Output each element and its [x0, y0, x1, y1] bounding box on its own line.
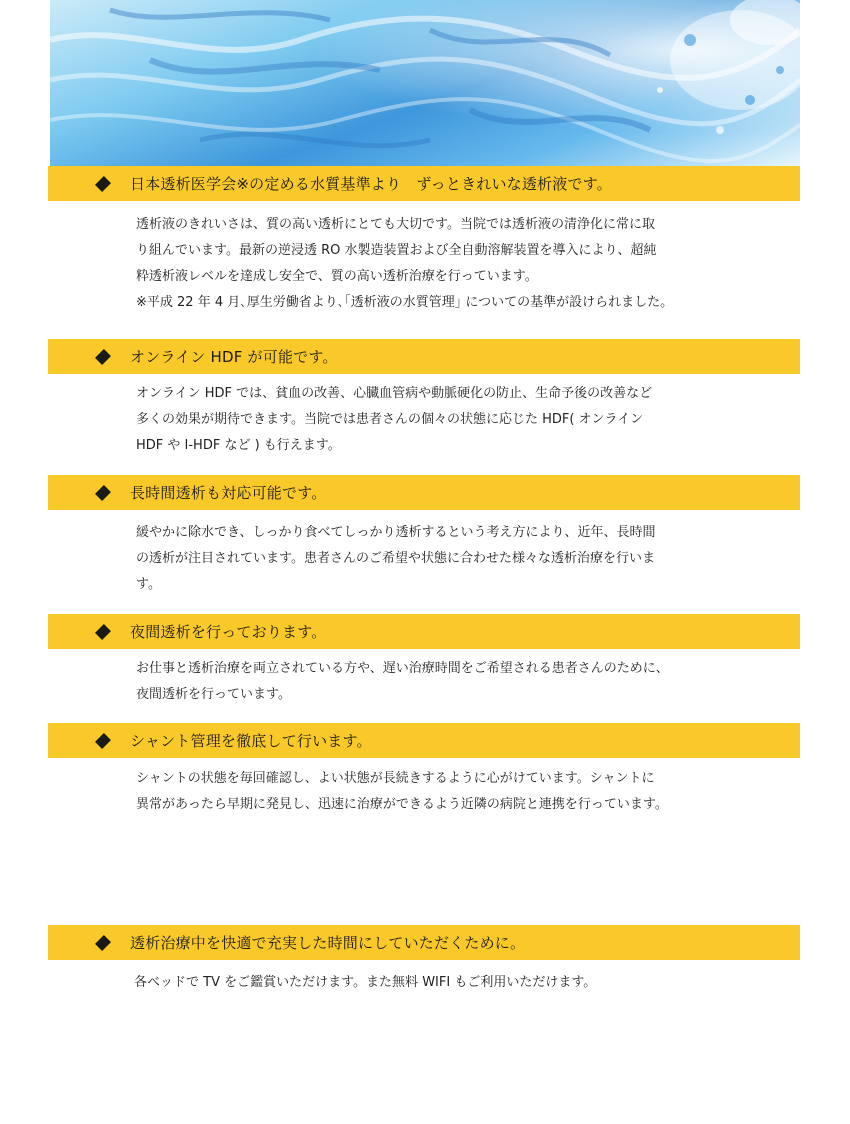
section-body-shunt	[136, 766, 736, 818]
body-line: 透析液のきれいさは、質の高い透析にとても大切です。当院では透析液の清浄化に常に取	[136, 217, 655, 232]
section-title: 透析治療中を快適で充実した時間にしていただくために。	[130, 934, 526, 952]
section-body-water-quality	[136, 212, 736, 316]
water-splash-graphic	[50, 0, 800, 166]
diamond-bullet-icon	[95, 733, 111, 749]
section-header-night-dialysis	[48, 614, 800, 649]
section-body-online-hdf	[136, 381, 736, 459]
section-title: シャント管理を徹底して行います。	[130, 732, 372, 750]
body-line: 多くの効果が期待できます。当院では患者さんの個々の状態に応じた HDF( オンライン	[136, 412, 644, 427]
diamond-bullet-icon	[95, 485, 111, 501]
section-body-night-dialysis	[136, 656, 736, 708]
body-line: 緩やかに除水でき、しっかり食べてしっかり透析するという考え方により、近年、長時間	[136, 525, 656, 540]
diamond-bullet-icon	[95, 349, 111, 365]
body-line: お仕事と透析治療を両立されている方や、遅い治療時間をご希望される患者さんのために、	[136, 661, 669, 676]
body-line: 異常があったら早期に発見し、迅速に治療ができるよう近隣の病院と連携を行っています。	[136, 797, 668, 812]
body-line: 各ベッドで TV をご鑑賞いただけます。また無料 WIFI もご利用いただけます。	[134, 975, 597, 990]
section-title: オンライン HDF が可能です。	[130, 348, 338, 366]
body-line: り組んでいます。最新の逆浸透 RO 水製造装置および全自動溶解装置を導入により、超純	[136, 243, 657, 258]
body-line: 粋透析液レベルを達成し安全で、質の高い透析治療を行っています。	[136, 269, 538, 284]
body-line: 夜間透析を行っています。	[136, 687, 291, 702]
section-header-shunt	[48, 723, 800, 758]
body-line: オンライン HDF では、貧血の改善、心臓血管病や動脈硬化の防止、生命予後の改善など	[136, 386, 653, 401]
body-line: シャントの状態を毎回確認し、よい状態が長続きするように心がけています。シャントに	[136, 771, 655, 786]
section-body-comfort	[134, 970, 734, 996]
section-header-long-dialysis	[48, 475, 800, 510]
body-line: す。	[136, 577, 161, 592]
body-line: の透析が注目されています。患者さんのご希望や状態に合わせた様々な透析治療を行いま	[136, 551, 655, 566]
section-header-water-quality	[48, 166, 800, 201]
body-line: ※平成 22 年 4 月､厚生労働省より､｢透析液の水質管理｣ についての基準が設けられました。	[136, 295, 674, 310]
section-header-online-hdf	[48, 339, 800, 374]
section-title: 長時間透析も対応可能です。	[130, 484, 327, 502]
section-header-comfort	[48, 925, 800, 960]
diamond-bullet-icon	[95, 624, 111, 640]
diamond-bullet-icon	[95, 176, 111, 192]
diamond-bullet-icon	[95, 935, 111, 951]
section-title: 日本透析医学会※の定める水質基準より ずっときれいな透析液です。	[130, 175, 612, 193]
section-title: 夜間透析を行っております。	[130, 623, 327, 641]
water-splash-image	[50, 0, 800, 166]
section-body-long-dialysis	[136, 520, 736, 598]
body-line: HDF や I-HDF など ) も行えます。	[136, 438, 341, 453]
